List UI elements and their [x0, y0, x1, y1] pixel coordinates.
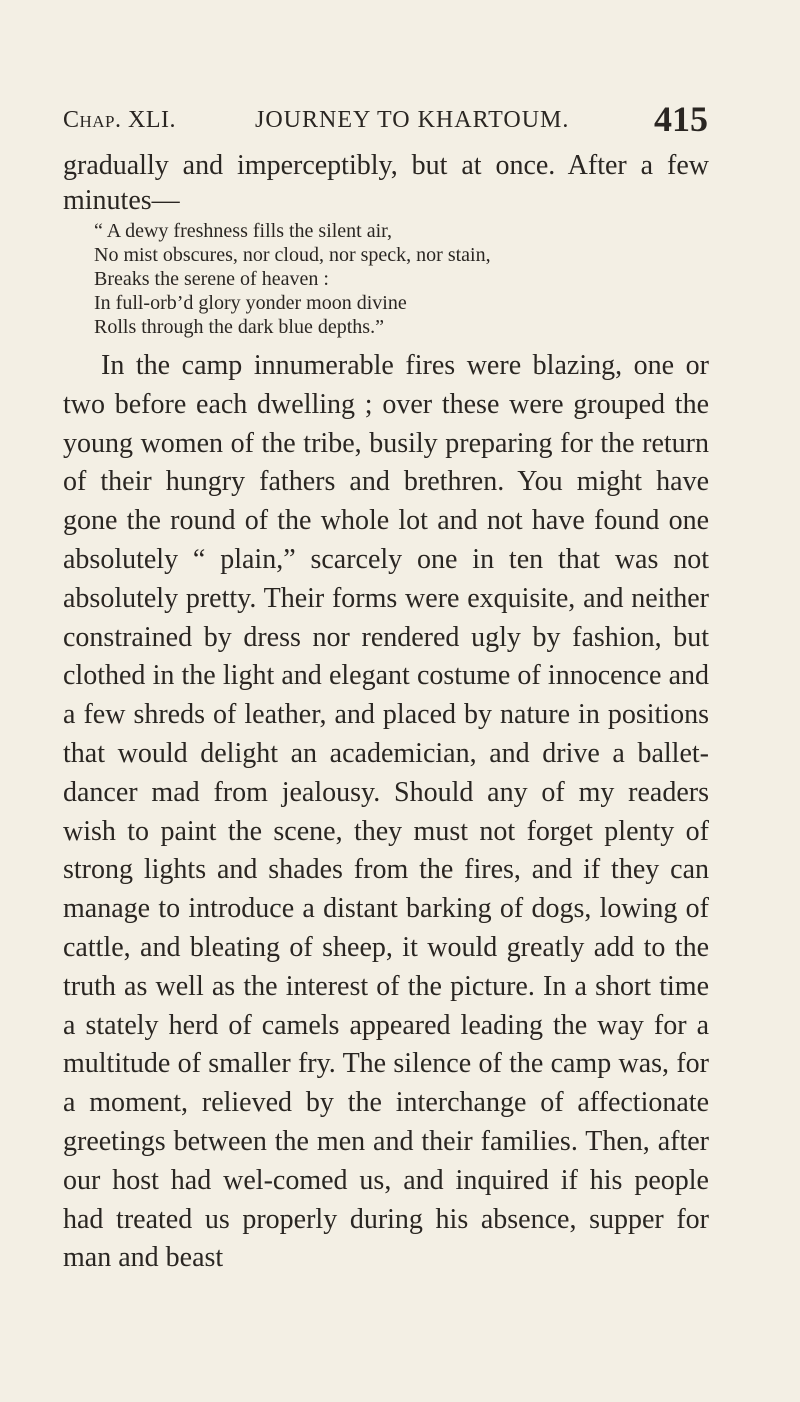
running-title: JOURNEY TO KHARTOUM. — [255, 107, 570, 133]
page-body — [63, 148, 709, 1278]
poem-line: Rolls through the dark blue depths.” — [94, 316, 384, 338]
poem-line: “ A dewy freshness fills the silent air, — [94, 220, 393, 242]
chapter-label: Chap. XLI. — [63, 107, 177, 133]
main-paragraph: In the camp innumerable fires were blazing, one or two before each dwelling ; over these were grouped the young women of the tribe, busily preparing for the return of their hungry fathers and brethren. You might have gone the round of the whole lot and not have found one absolutely “ plain,” scarcely one in ten that was not absolutely pretty. Their forms were exquisite, and neither constrained by dress nor rendered ugly by fashion, but clothed in the light and elegant costume of innocence and a few shreds of leather, and placed by nature in positions that would delight an academician, and drive a ballet-dancer mad from jealousy. Should any of my readers wish to paint the scene, they must not forget plenty of strong lights and shades from the fires, and if they can manage to introduce a distant barking of dogs, lowing of cattle, and bleating of sheep, it would greatly add to the truth as well as the interest of the picture. In a short time a stately herd of camels appeared leading the way for a multitude of smaller fry. The silence of the camp was, for a moment, relieved by the interchange of affectionate greetings between the men and their families. Then, after our host had wel-comed us, and inquired if his people had treated us properly during his absence, supper for man and beast — [63, 350, 709, 1274]
running-header — [63, 96, 708, 146]
poem-quote — [63, 219, 709, 339]
poem-line: No mist obscures, nor cloud, nor speck, nor stain, — [94, 244, 491, 266]
poem-line: Breaks the serene of heaven : — [94, 268, 329, 290]
poem-line: In full-orb’d glory yonder moon divine — [94, 292, 407, 314]
opening-text: gradually and imperceptibly, but at once. After a few minutes— — [63, 150, 709, 216]
page-number: 415 — [654, 99, 708, 139]
